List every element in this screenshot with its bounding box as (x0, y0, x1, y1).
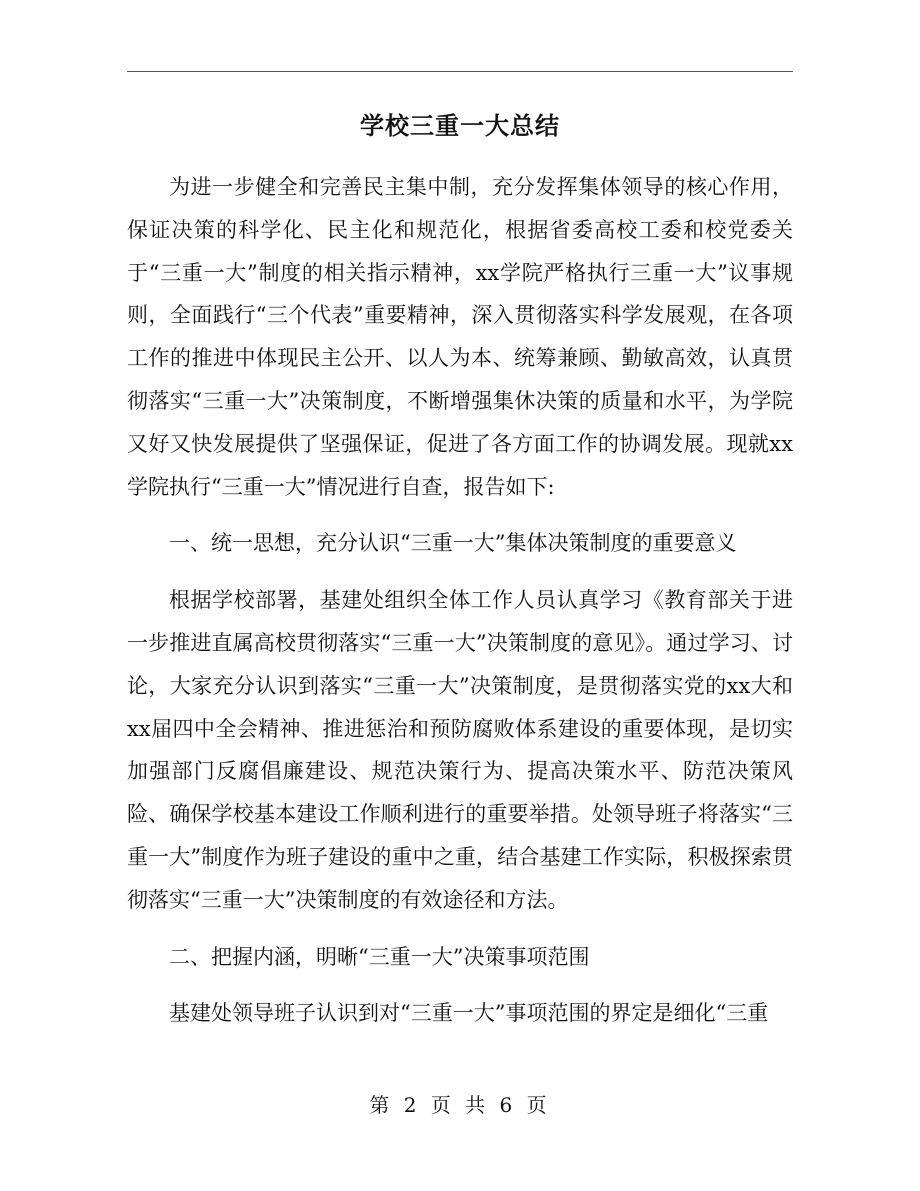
page-number-footer: 第 2 页 共 6 页 (369, 1093, 551, 1117)
paragraph-intro: 为进一步健全和完善民主集中制，充分发挥集体领导的核心作用，保证决策的科学化、民主化和规范化，根据省委高校工委和校党委关于“三重一大”制度的相关指示精神，xx学院严格执行三重一大”议事规则，全面践行“三个代表”重要精神，深入贯彻落实科学发展观，在各项工作的推进中体现民主公开、以人为本、统筹兼顾、勤敏高效，认真贯彻落实“三重一大”决策制度，不断增强集休决策的质量和水平，为学院又好又快发展提供了坚强保证，促进了各方面工作的协调发展。现就xx学院执行“三重一大”情况进行自查，报告如下: (127, 175, 793, 499)
section-heading-1: 一、统一思想，充分认识“三重一大”集体决策制度的重要意义 (169, 531, 737, 556)
document-body (127, 166, 793, 1035)
header-rule (127, 71, 793, 72)
paragraph-section-2: 基建处领导班子认识到对“三重一大”事项范围的界定是细化“三重 (169, 1001, 769, 1026)
section-heading-2: 二、把握内涵，明晰“三重一大”决策事项范围 (169, 944, 590, 969)
document-title: 学校三重一大总结 (360, 111, 560, 140)
paragraph-section-1: 根据学校部署，基建处组织全体工作人员认真学习《教育部关于进一步推进直属高校贯彻落实“三重一大”决策制度的意见》。通过学习、讨论，大家充分认识到落实“三重一大”决策制度，是贯彻落实党的xx大和xx届四中全会精神、推进惩治和预防腐败体系建设的重要体现，是切实加强部门反腐倡廉建设、规范决策行为、提高决策水平、防范决策风险、确保学校基本建设工作顺利进行的重要举措。处领导班子将落实“三重一大”制度作为班子建设的重中之重，结合基建工作实际，积极探索贯彻落实“三重一大”决策制度的有效途径和方法。 (127, 588, 793, 912)
